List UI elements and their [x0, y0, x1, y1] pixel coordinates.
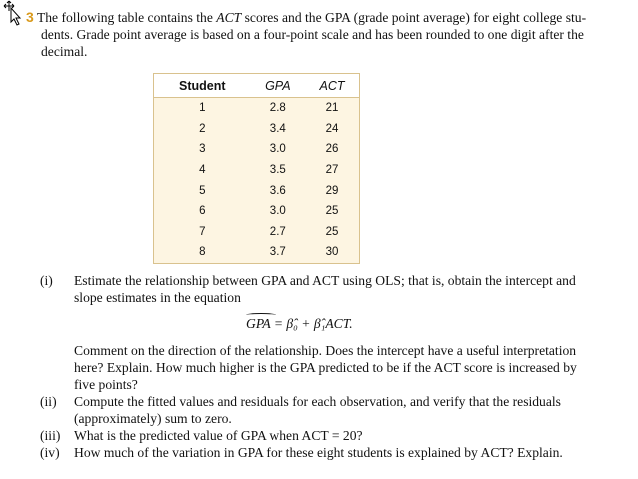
- table-cell: 25: [305, 222, 359, 243]
- table-row: [154, 160, 360, 181]
- table-cell: 3.4: [251, 119, 305, 140]
- ols-equation: GPA = β̂₀ + β̂₁ACT.: [246, 316, 353, 331]
- intro-line3: decimal.: [41, 44, 88, 59]
- header-gpa: GPA: [251, 74, 305, 98]
- part-ii-label: (ii): [40, 394, 57, 409]
- table-row: [154, 139, 360, 160]
- part-i-comment2: here? Explain. How much higher is the GPA predicted to be if the ACT score is increased by: [74, 360, 577, 375]
- problem-number: 3: [26, 9, 34, 25]
- table-cell: 2.8: [251, 98, 305, 119]
- table-cell: 26: [305, 139, 359, 160]
- table-cell: 2.7: [251, 222, 305, 243]
- part-i-comment1: Comment on the direction of the relationship. Does the intercept have a useful interpretation: [74, 343, 577, 358]
- table-cell: 3.0: [251, 201, 305, 222]
- part-iii-label: (iii): [40, 428, 61, 443]
- text: (grade point average) for eight college stu-: [350, 10, 587, 25]
- part-i-line2: slope estimates in the equation: [74, 290, 241, 305]
- part-iii-line1: What is the predicted value of GPA when ACT = 20?: [74, 428, 363, 443]
- table-cell: 25: [305, 201, 359, 222]
- table-cell: 6: [154, 201, 251, 222]
- table-row: [154, 242, 360, 263]
- data-table: [153, 73, 360, 264]
- table-cell: 5: [154, 180, 251, 201]
- part-i-line1: Estimate the relationship between GPA and ACT using OLS; that is, obtain the intercept and: [74, 273, 576, 288]
- table-cell: 27: [305, 160, 359, 181]
- intro-line2: dents. Grade point average is based on a four-point scale and has been rounded to one digit after the: [41, 27, 584, 42]
- text: scores and the: [241, 10, 326, 25]
- part-ii-line1: Compute the fitted values and residuals for each observation, and verify that the residuals: [74, 394, 561, 409]
- part-i-comment3: five points?: [74, 377, 138, 392]
- table-cell: 21: [305, 98, 359, 119]
- table-cell: 8: [154, 242, 251, 263]
- table-cell: 29: [305, 180, 359, 201]
- text: The following table contains the: [36, 10, 217, 25]
- part-i-label: (i): [40, 273, 53, 288]
- table-row: [154, 119, 360, 140]
- table-row: [154, 98, 360, 119]
- table-cell: 7: [154, 222, 251, 243]
- table-cell: 3.0: [251, 139, 305, 160]
- header-student: Student: [154, 74, 251, 98]
- hat-mark: [246, 313, 276, 317]
- table-row: [154, 201, 360, 222]
- table-cell: 4: [154, 160, 251, 181]
- header-act: ACT: [305, 74, 359, 98]
- table-cell: 30: [305, 242, 359, 263]
- table-cell: 24: [305, 119, 359, 140]
- table-cell: 2: [154, 119, 251, 140]
- table-cell: 3.5: [251, 160, 305, 181]
- part-iv-label: (iv): [40, 445, 60, 460]
- table-cell: 3.7: [251, 242, 305, 263]
- table-row: [154, 180, 360, 201]
- table-cell: 1: [154, 98, 251, 119]
- table-cell: 3.6: [251, 180, 305, 201]
- part-iv-line1: How much of the variation in GPA for these eight students is explained by ACT? Explain.: [74, 445, 563, 460]
- table-row: [154, 222, 360, 243]
- move-cursor-icon: [2, 0, 24, 26]
- text: GPA: [325, 10, 351, 25]
- part-ii-line2: (approximately) sum to zero.: [74, 411, 232, 426]
- table-cell: 3: [154, 139, 251, 160]
- table-header: [154, 74, 360, 98]
- problem-intro: [26, 9, 626, 26]
- text: ACT: [216, 10, 242, 25]
